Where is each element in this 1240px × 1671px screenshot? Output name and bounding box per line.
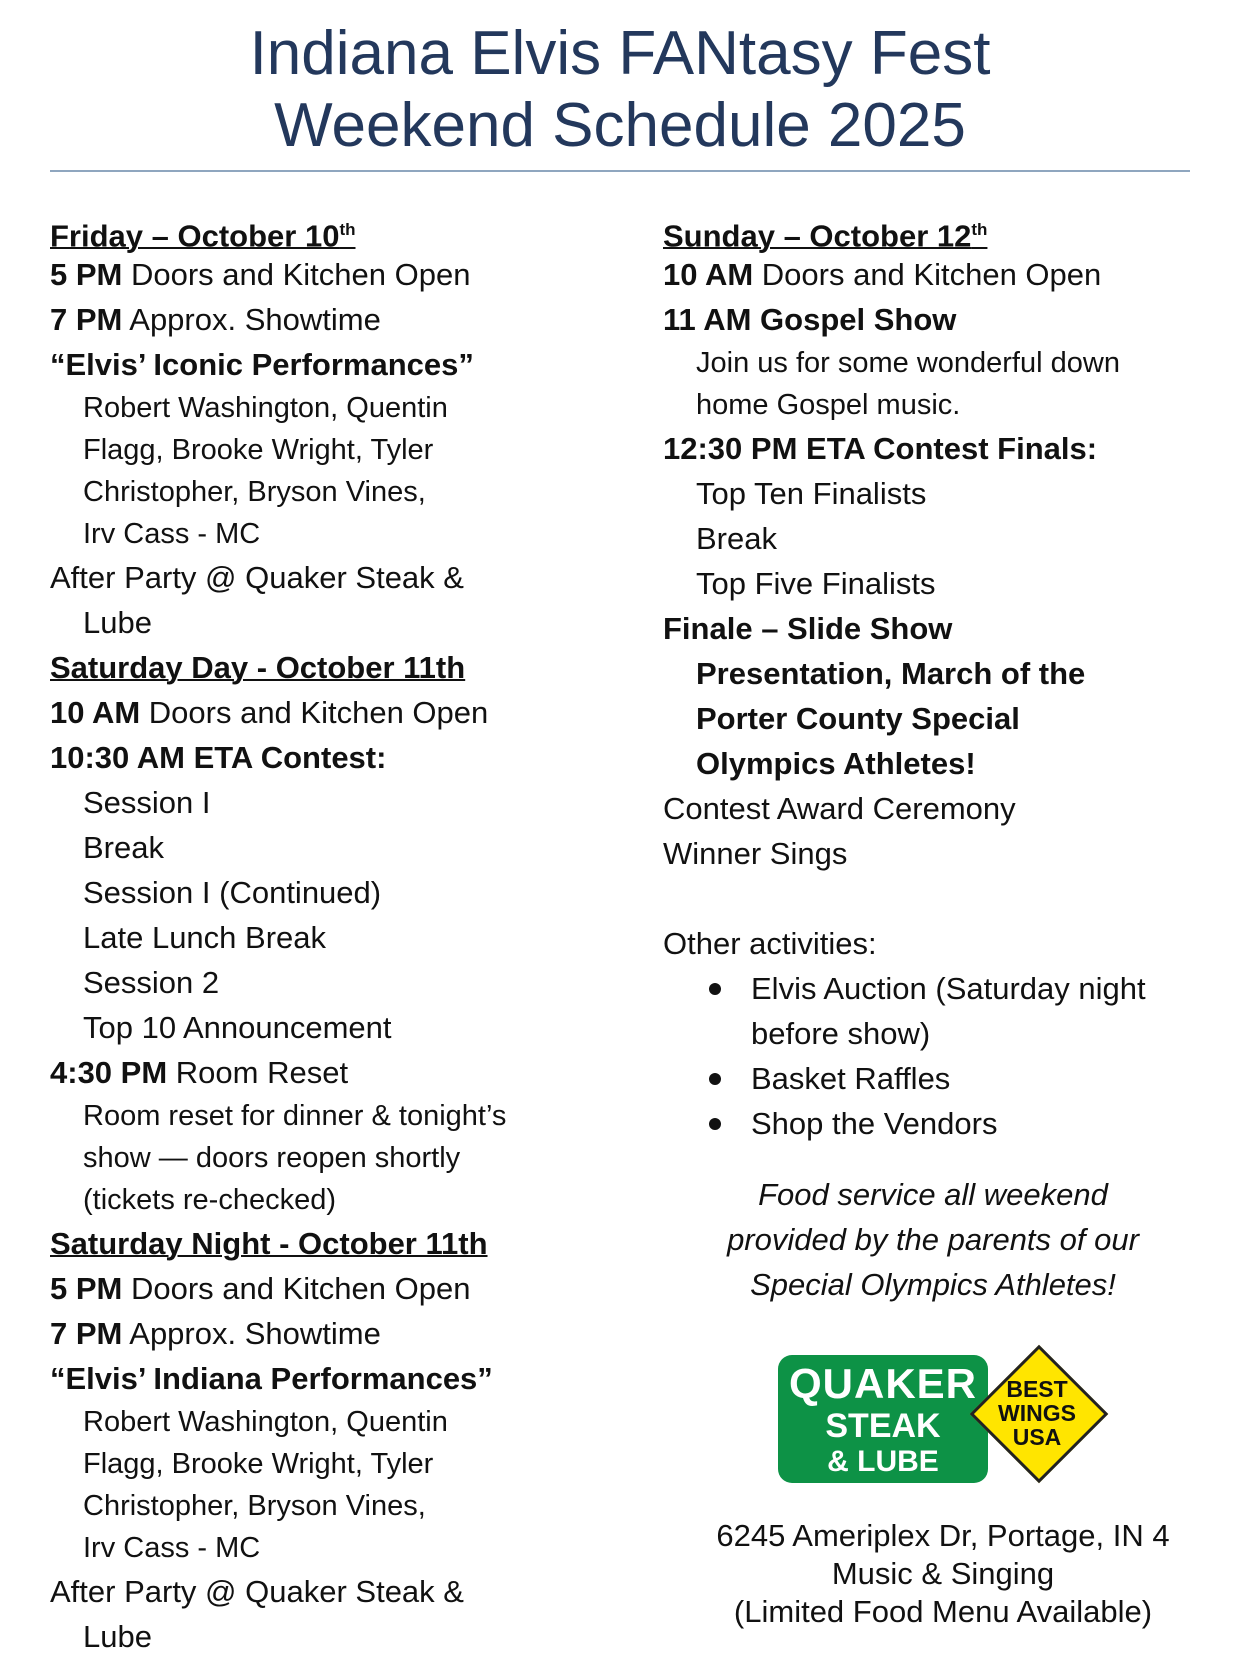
friday-heading: Friday – October 10th (50, 218, 356, 254)
saturday-contest-heading: 10:30 AM ETA Contest: (50, 740, 387, 775)
friday-performer-line: Flagg, Brooke Wright, Tyler (83, 434, 434, 466)
room-reset: 4:30 PM Room Reset (50, 1055, 349, 1090)
title-divider (50, 170, 1190, 172)
quaker-steak-logo (778, 1355, 1108, 1495)
saturday-performance-title: “Elvis’ Indiana Performances” (50, 1361, 493, 1396)
room-reset-note: Room reset for dinner & tonight’s (83, 1100, 507, 1132)
contest-item: Late Lunch Break (83, 920, 327, 955)
logo-green-box: QUAKER STEAK & LUBE (778, 1355, 988, 1483)
saturday-night-showtime: 7 PM Approx. Showtime (50, 1316, 381, 1351)
sunday-heading: Sunday – October 12th (663, 218, 988, 254)
friday-doors: 5 PM Doors and Kitchen Open (50, 257, 471, 292)
saturday-after-party-cont: Lube (83, 1619, 152, 1654)
friday-performance-title: “Elvis’ Iconic Performances” (50, 347, 474, 382)
contest-item: Top 10 Announcement (83, 1010, 392, 1045)
gospel-heading: 11 AM Gospel Show (663, 302, 957, 337)
activity-item: Elvis Auction (Saturday night before show) (663, 966, 1223, 1056)
saturday-night-doors: 5 PM Doors and Kitchen Open (50, 1271, 471, 1306)
friday-showtime: 7 PM Approx. Showtime (50, 302, 381, 337)
venue-music: Music & Singing (831, 1556, 1055, 1591)
saturday-performer-line: Robert Washington, Quentin (83, 1406, 448, 1438)
friday-performer-line: Irv Cass - MC (83, 518, 261, 550)
venue-food: (Limited Food Menu Available) (733, 1594, 1153, 1629)
finale-line: Porter County Special (696, 701, 1020, 736)
title-line-1: Indiana Elvis FANtasy Fest (249, 19, 991, 88)
contest-item: Break (83, 830, 164, 865)
saturday-performer-line: Christopher, Bryson Vines, (83, 1490, 426, 1522)
contest-item: Session I (Continued) (83, 875, 382, 910)
activities-list (663, 966, 1223, 1146)
saturday-after-party: After Party @ Quaker Steak & (50, 1574, 464, 1609)
bullet-icon (709, 1073, 721, 1085)
other-activities-heading: Other activities: (663, 926, 877, 961)
friday-performer-line: Robert Washington, Quentin (83, 392, 448, 424)
finals-item: Top Five Finalists (696, 566, 936, 601)
saturday-day-doors: 10 AM Doors and Kitchen Open (50, 695, 489, 730)
page-title (0, 18, 1240, 162)
venue-address: 6245 Ameriplex Dr, Portage, IN 4 (716, 1518, 1170, 1553)
bullet-icon (709, 1118, 721, 1130)
activity-item: Basket Raffles (663, 1056, 1223, 1101)
sunday-doors: 10 AM Doors and Kitchen Open (663, 257, 1102, 292)
saturday-night-heading: Saturday Night - October 11th (50, 1226, 488, 1261)
award-ceremony: Contest Award Ceremony (663, 791, 1016, 826)
friday-after-party: After Party @ Quaker Steak & (50, 560, 464, 595)
friday-after-party-cont: Lube (83, 605, 152, 640)
spacer (663, 876, 1223, 921)
left-column (50, 207, 650, 1659)
finals-item: Top Ten Finalists (696, 476, 927, 511)
gospel-note: home Gospel music. (696, 389, 961, 421)
room-reset-note: (tickets re-checked) (83, 1184, 337, 1216)
saturday-day-heading: Saturday Day - October 11th (50, 650, 466, 685)
room-reset-note: show — doors reopen shortly (83, 1142, 461, 1174)
finals-heading: 12:30 PM ETA Contest Finals: (663, 431, 1098, 466)
saturday-performer-line: Flagg, Brooke Wright, Tyler (83, 1448, 434, 1480)
activity-item: Shop the Vendors (663, 1101, 1223, 1146)
winner-sings: Winner Sings (663, 836, 848, 871)
bullet-icon (709, 983, 721, 995)
title-line-2: Weekend Schedule 2025 (274, 91, 966, 160)
venue-info (663, 1517, 1223, 1631)
finals-item: Break (696, 521, 777, 556)
saturday-performer-line: Irv Cass - MC (83, 1532, 261, 1564)
contest-item: Session 2 (83, 965, 220, 1000)
contest-item: Session I (83, 785, 211, 820)
food-note: Food service all weekend provided by the parents of our Special Olympics Athletes! (727, 1177, 1139, 1302)
friday-performer-line: Christopher, Bryson Vines, (83, 476, 426, 508)
finale-line: Finale – Slide Show (663, 611, 953, 646)
finale-line: Olympics Athletes! (696, 746, 976, 781)
finale-line: Presentation, March of the (696, 656, 1086, 691)
gospel-note: Join us for some wonderful down (696, 347, 1120, 379)
logo-badge-text: BEST WINGS USA (998, 1376, 1076, 1450)
right-column (663, 207, 1223, 1631)
